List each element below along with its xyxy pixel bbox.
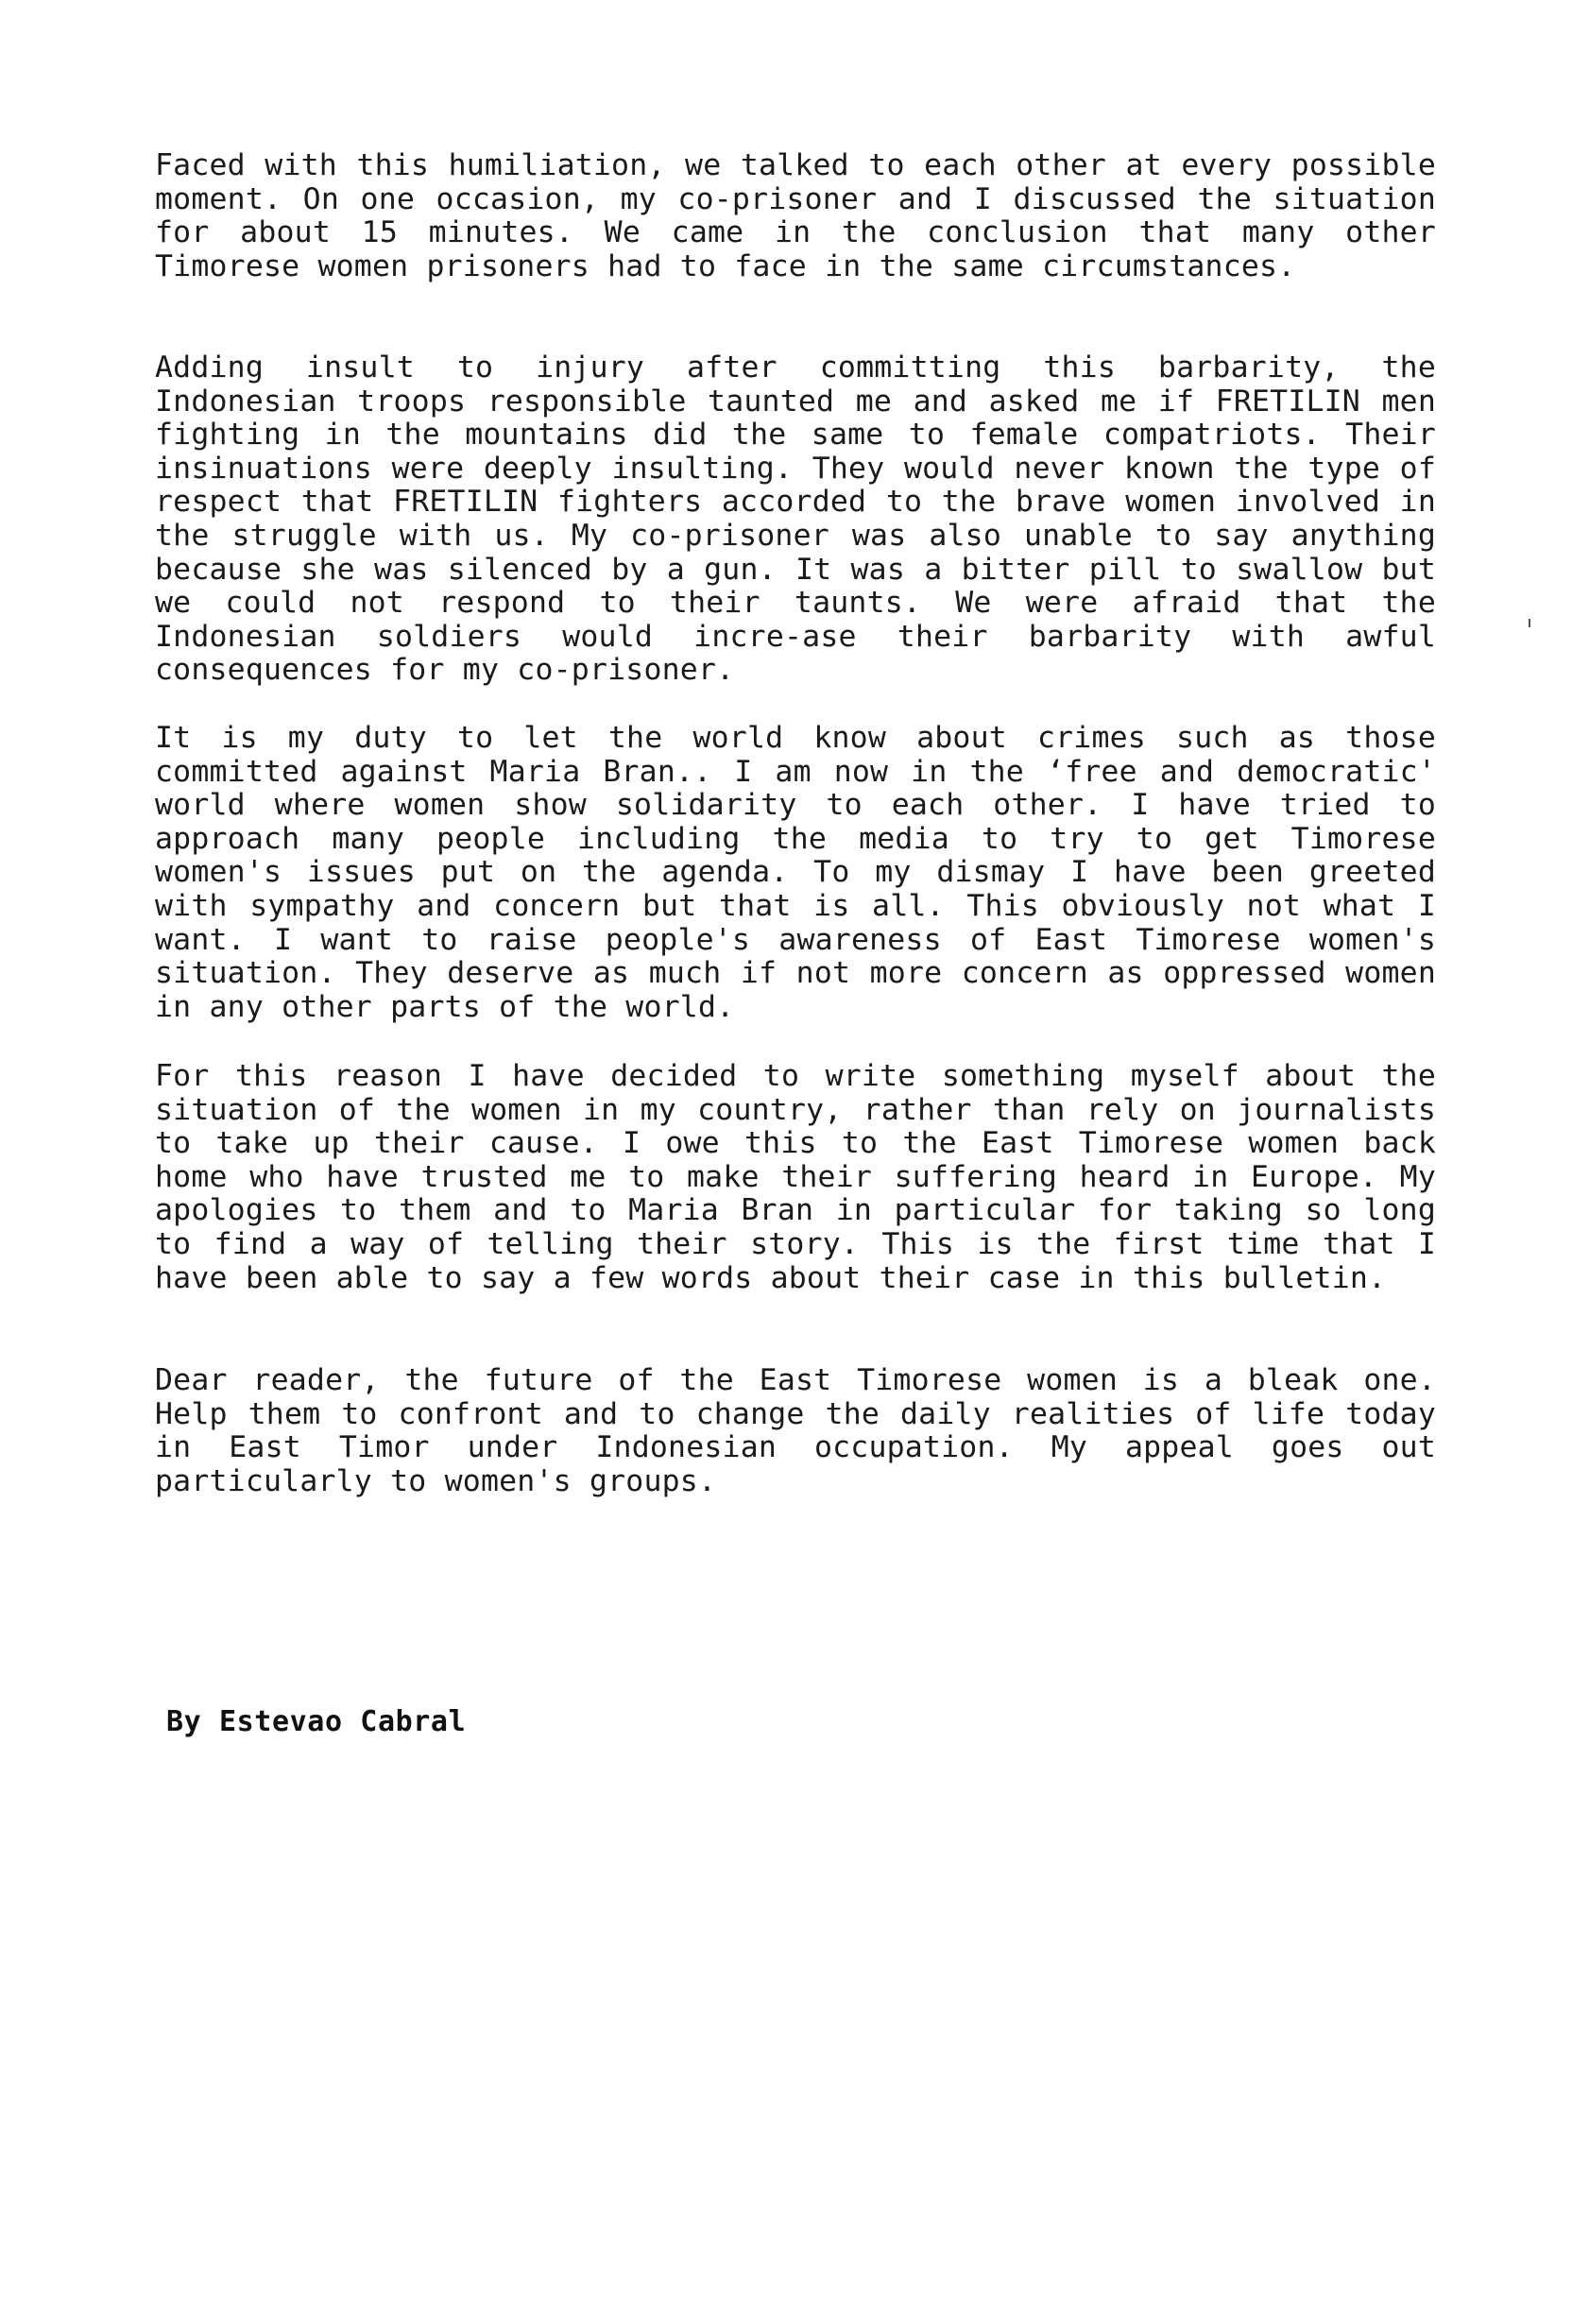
author-byline: By Estevao Cabral — [166, 1705, 467, 1738]
paragraph-reason: For this reason I have decided to write something myself about the situation of the women in my country, rather than rely on journalists to take up their cause. I owe this to the East Timorese women back home who have trusted me to make their suffering heard in Europe. My apologies to them and to Maria Bran in particular for taking so long to find a way of telling their story. This is the first time that I have been able to say a few words about their case in this bulletin. — [155, 1059, 1436, 1295]
paragraph-humiliation: Faced with this humiliation, we talked to each other at every possible moment. On one occasion, my co-prisoner and I discussed the situation for about 15 minutes. We came in the conclusion that many other Timorese women prisoners had to face in the same circumstances. — [155, 148, 1436, 283]
paragraph-insult: Adding insult to injury after committing this barbarity, the Indonesian troops responsible taunted me and asked me if FRETILIN men fighting in the mountains did the same to female compatriots. Their insinuations were deeply insulting. They would never known the type of respect that FRETILIN fighters accorded to the brave women involved in the struggle with us. My co-prisoner was also unable to say anything because she was silenced by a gun. It was a bitter pill to swallow but we could not respond to their taunts. We were afraid that the Indonesian soldiers would incre-ase their barbarity with awful consequences for my co-prisoner. — [155, 350, 1436, 688]
paragraph-duty: It is my duty to let the world know about crimes such as those committed against Maria Bran.. I am now in the ‘free and democratic' world where women show solidarity to each other. I have tried to approach many people including the media to try to get Timorese women's issues put on the agenda. To my dismay I have been greeted with sympathy and concern but that is all. This obviously not what I want. I want to raise people's awareness of East Timorese women's situation. They deserve as much if not more concern as oppressed women in any other parts of the world. — [155, 721, 1436, 1024]
scan-speck — [1529, 619, 1530, 627]
paragraph-appeal: Dear reader, the future of the East Timorese women is a bleak one. Help them to confront and to change the daily realities of life today in East Timor under Indonesian occupation. My appeal goes out particularly to women's groups. — [155, 1363, 1436, 1498]
